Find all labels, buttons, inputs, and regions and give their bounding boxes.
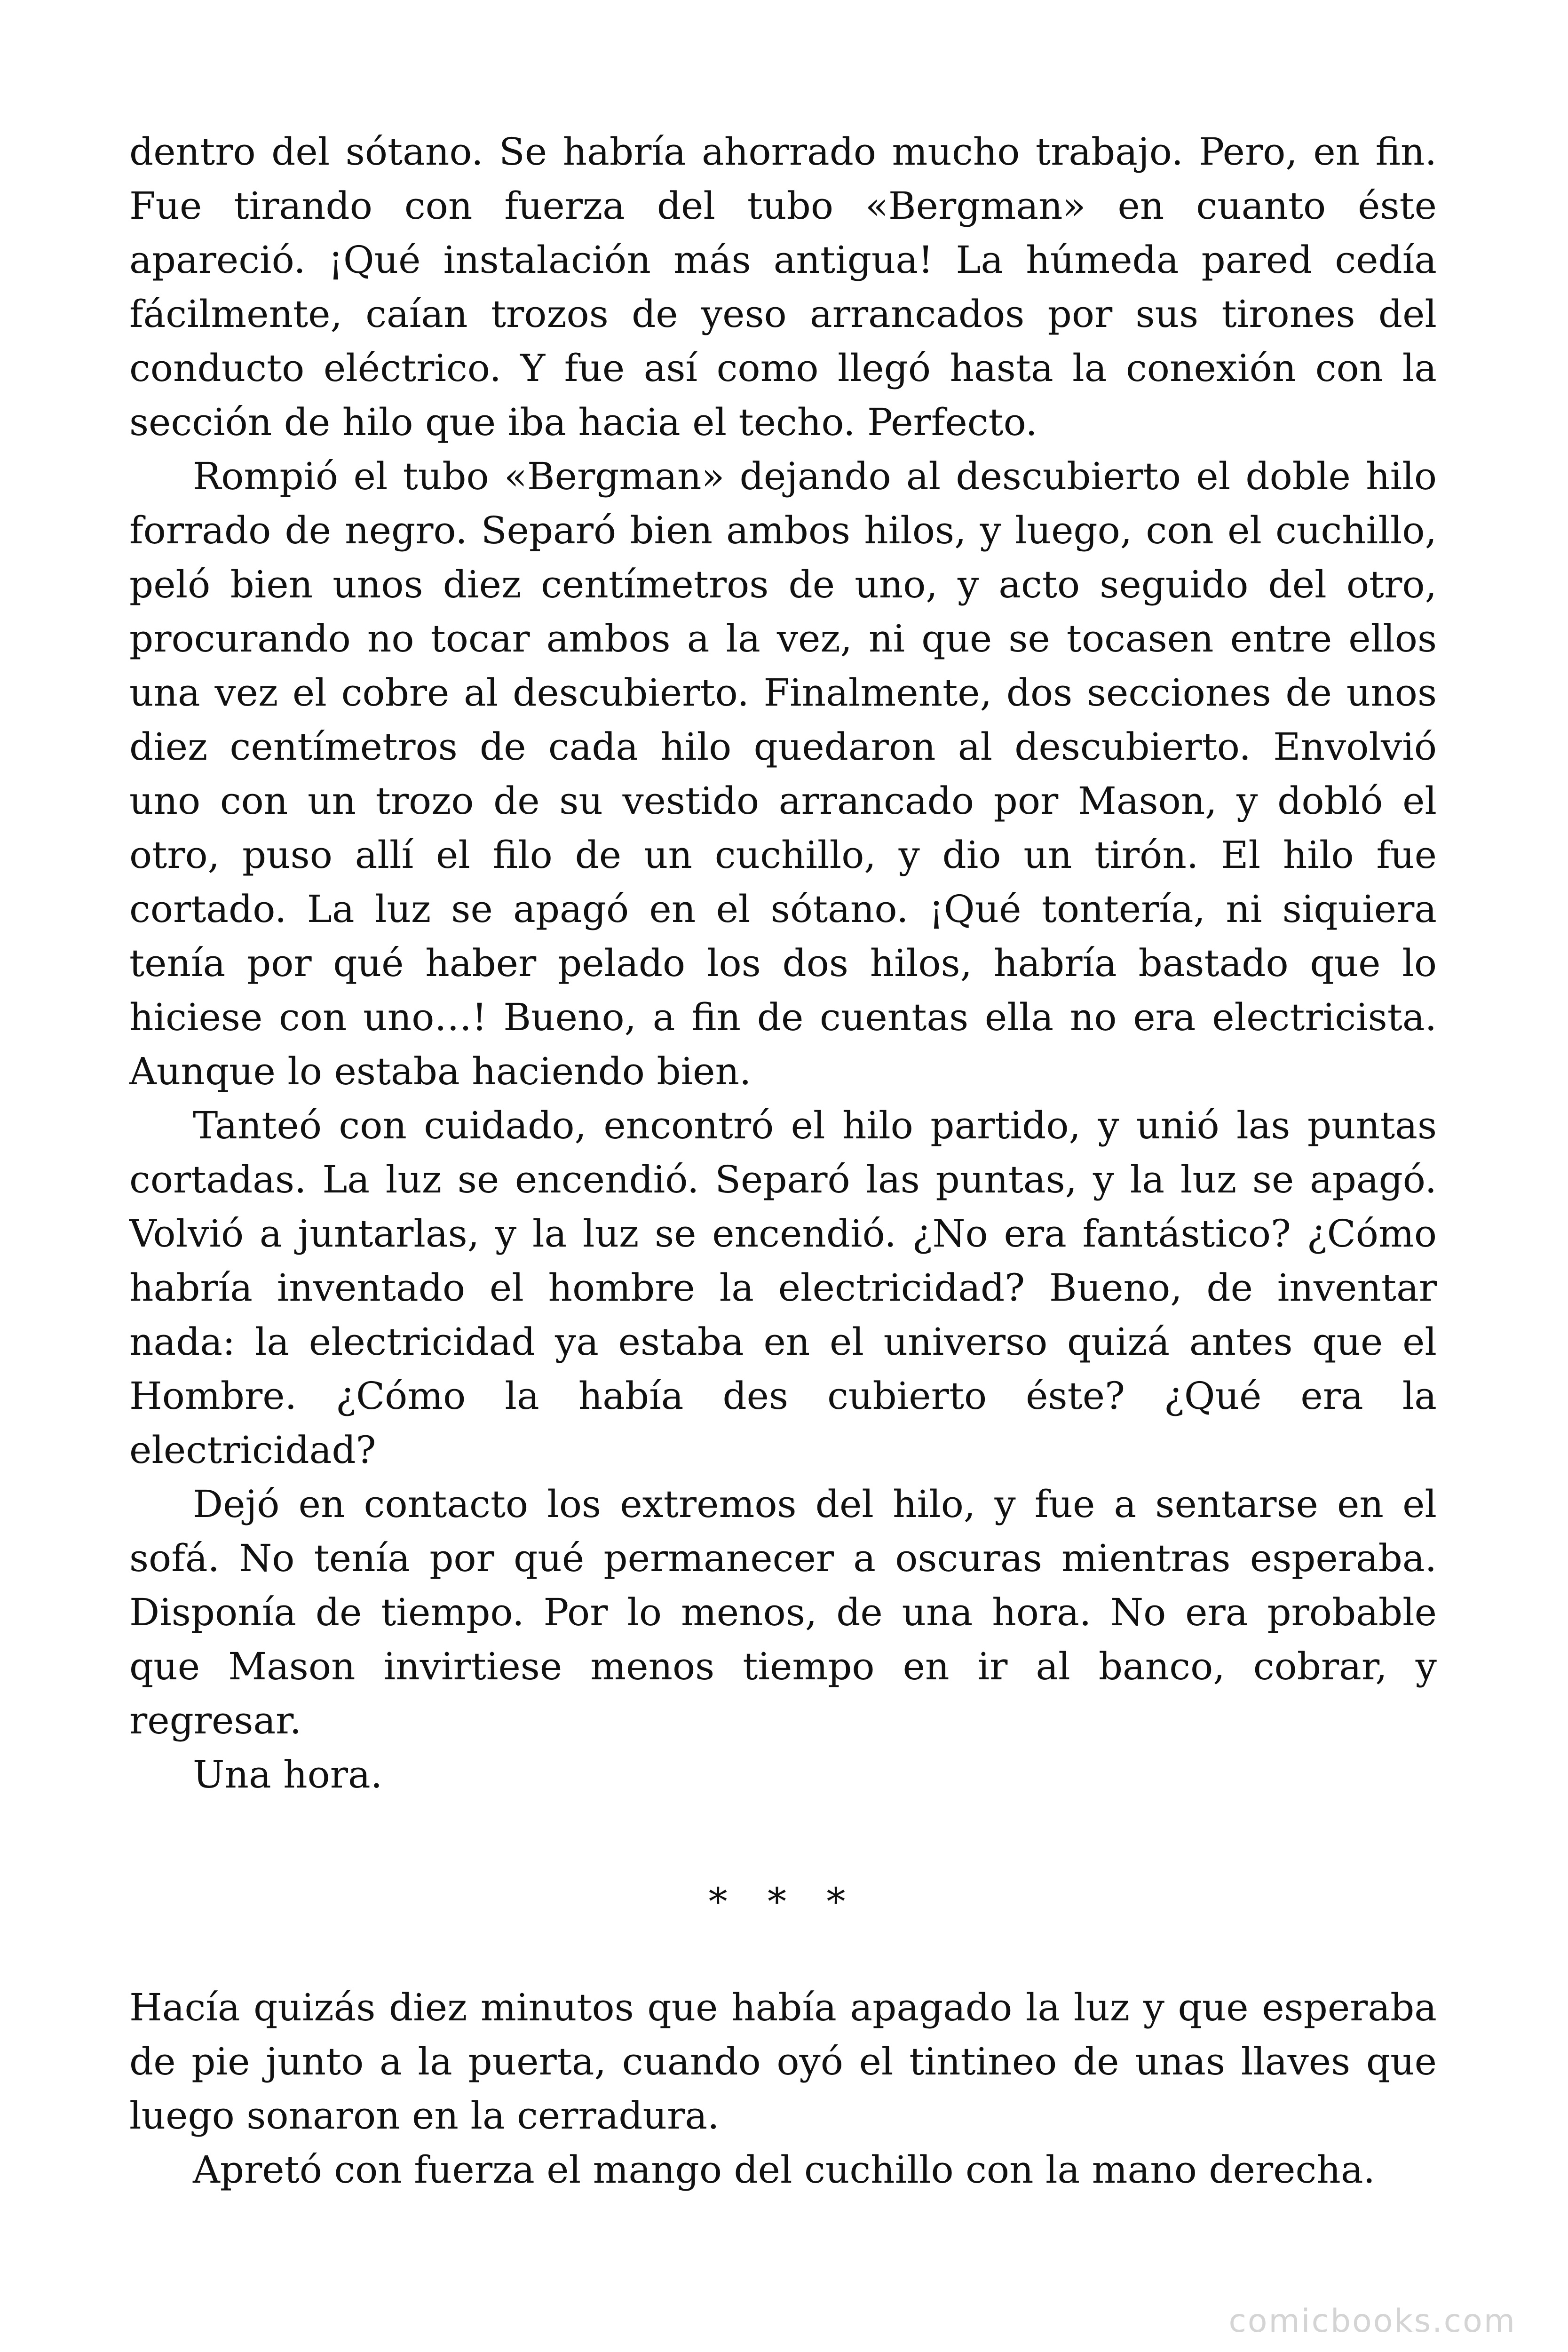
text-block-bottom <box>129 1980 1437 2197</box>
paragraph: Dejó en contacto los extremos del hilo, y fue a sentarse en el sofá. No tenía por qué permanecer a oscuras mientras esperaba. Disponía de tiempo. Por lo menos, de una hora. No era probable que Mason invirtiese menos tiempo en ir al banco, cobrar, y regresar. <box>129 1482 1437 1742</box>
paragraph: Hacía quizás diez minutos que había apagado la luz y que esperaba de pie junto a la puerta, cuando oyó el tintineo de unas llaves que luego sonaron en la cerradura. <box>129 1986 1437 2137</box>
scene-break-separator: * * * <box>708 1880 860 1923</box>
watermark: comicbooks.com <box>1228 2303 1516 2340</box>
paragraph: Tanteó con cuidado, encontró el hilo partido, y unió las puntas cortadas. La luz se encendió. Separó las puntas, y la luz se apagó. Volvió a juntarlas, y la luz se encendió. ¿No era fantástico? ¿Cómo habría inventado el hombre la electricidad? Bueno, de inventar nada: la electricidad ya estaba en el universo quizá antes que el Hombre. ¿Cómo la había des cubierto éste? ¿Qué era la electricidad? <box>129 1104 1437 1472</box>
paragraph: dentro del sótano. Se habría ahorrado mucho trabajo. Pero, en fin. Fue tirando con fuerza del tubo «Bergman» en cuanto éste apareció. ¡Qué instalación más antigua! La húmeda pared cedía fácilmente, caían trozos de yeso arrancados por sus tirones del conducto eléctrico. Y fue así como llegó hasta la conexión con la sección de hilo que iba hacia el techo. Perfecto. <box>129 130 1437 444</box>
paragraph: Una hora. <box>193 1753 383 1796</box>
paragraph: Apretó con fuerza el mango del cuchillo con la mano derecha. <box>193 2148 1375 2192</box>
paragraph: Rompió el tubo «Bergman» dejando al descubierto el doble hilo forrado de negro. Separó bien ambos hilos, y luego, con el cuchillo, peló bien unos diez centímetros de uno, y acto seguido del otro, procurando no tocar ambos a la vez, ni que se tocasen entre ellos una vez el cobre al descubierto. Finalmente, dos secciones de unos diez centímetros de cada hilo quedaron al descubierto. Envolvió uno con un trozo de su vestido arrancado por Mason, y dobló el otro, puso allí el filo de un cuchillo, y dio un tirón. El hilo fue cortado. La luz se apagó en el sótano. ¡Qué tontería, ni siquiera tenía por qué haber pelado los dos hilos, habría bastado que lo hiciese con uno…! Bueno, a fin de cuentas ella no era electricista. Aunque lo estaba haciendo bien. <box>129 454 1437 1093</box>
text-block-top <box>129 125 1437 1802</box>
